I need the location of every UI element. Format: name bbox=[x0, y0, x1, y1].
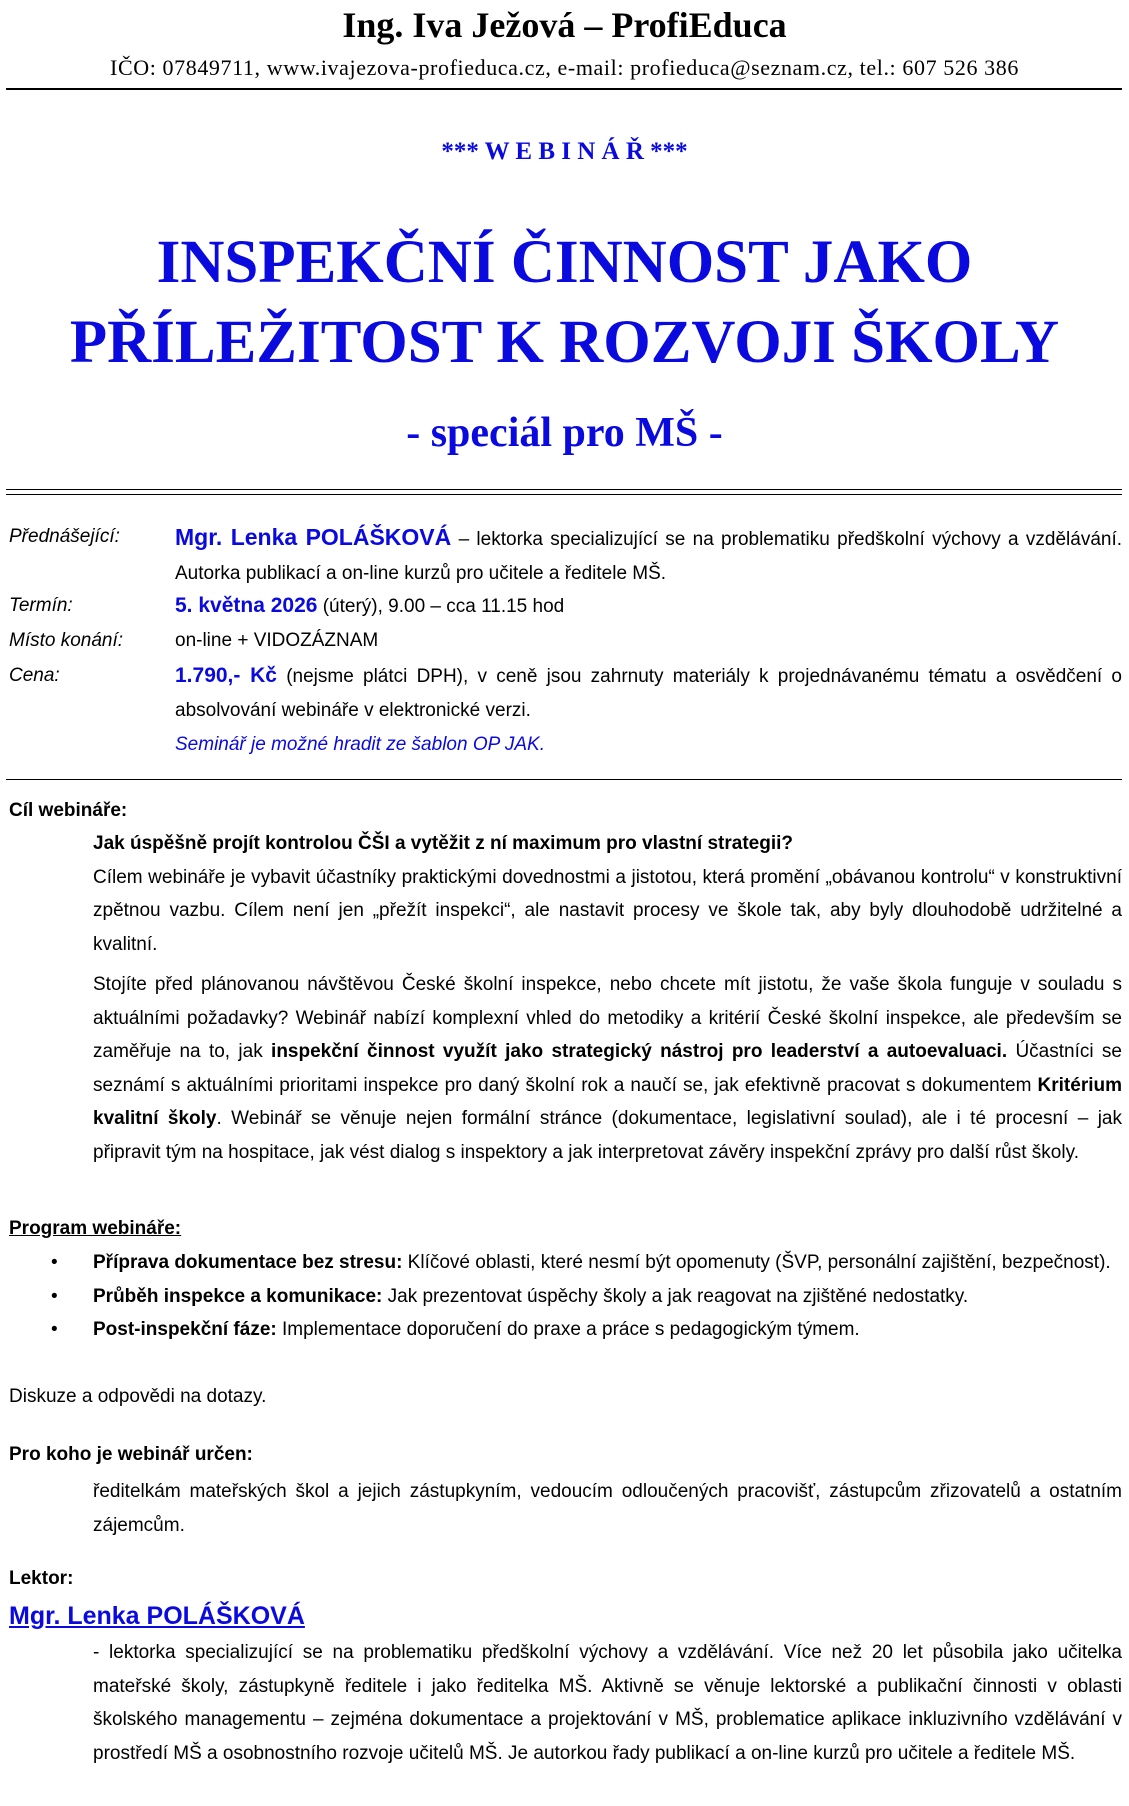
program-list bbox=[0, 1246, 1122, 1347]
program-item-text: Klíčové oblasti, které nesmí být opomenuty (ŠVP, personální zajištění, bezpečnost). bbox=[402, 1252, 1111, 1273]
program-item bbox=[0, 1246, 1122, 1280]
goal-paragraph-1: Cílem webináře je vybavit účastníky praktickými dovednostmi a jistotou, která promění „obávanou kontrolu“ v konstruktivní zpětnou vazbu. Cílem není jen „přežít inspekci“, ale nastavit procesy ve škole tak, aby byly dlouhodobě udržitelné a kvalitní. bbox=[93, 866, 1122, 955]
goal-paragraph-2-emphasis: inspekční činnost využít jako strategický nástroj pro leaderství a autoevaluaci. bbox=[271, 1041, 1008, 1062]
lecturer-description: – lektorka specializující se na problematiku předškolní výchovy a vzdělávání. Autorka publikací a on-line kurzů pro učitele a ředitele MŠ. bbox=[175, 529, 1123, 584]
goal-paragraph-2-document: Kritérium kvalitní školy bbox=[93, 1074, 1122, 1129]
audience-text: ředitelkám mateřských škol a jejich zástupkyním, vedoucím odloučených pracovišť, zástupcům zřizovatelů a ostatním zájemcům. bbox=[93, 1481, 1122, 1536]
header-divider bbox=[6, 88, 1122, 90]
title-line-1: INSPEKČNÍ ČINNOST JAKO bbox=[156, 229, 973, 296]
lector-name: Mgr. Lenka POLÁŠKOVÁ bbox=[9, 1602, 305, 1630]
date-label: Termín: bbox=[9, 595, 73, 616]
goal-paragraph-2-part: Stojíte před plánovanou návštěvou České školní inspekce, nebo chcete mít jistotu, že vaše škola funguje v souladu s aktuálními požadavky? Webinář nabízí komplexní vhled do metodiky a kritérií České školní inspekce, ale především se zaměřuje na to, jak bbox=[93, 974, 1122, 1062]
lecturer-label: Přednášející: bbox=[9, 526, 120, 547]
lector-bio: - lektorka specializující se na problematiku předškolní výchovy a vzdělávání. Více než 20 let působila jako učitelka mateřské školy, zástupkyně ředitele i jako ředitelka MŠ. Aktivně se věnuje lektorské a publikační činnosti v oblasti školského managementu – zejména dokumentace a projektování v MŠ, problematice aplikace inkluzivního vzdělávání v prostředí MŠ a osobnostního rozvoje učitelů MŠ. Je autorkou řady publikací a on-line kurzů pro učitele a ředitele MŠ. bbox=[93, 1642, 1122, 1764]
title-line-2: PŘÍLEŽITOST K ROZVOJI ŠKOLY bbox=[69, 309, 1060, 376]
title-divider-top bbox=[6, 489, 1122, 490]
info-divider bbox=[6, 779, 1122, 780]
bullet-icon: • bbox=[51, 1252, 58, 1273]
program-item-title: Příprava dokumentace bez stresu: bbox=[93, 1252, 403, 1273]
program-item-text: Jak prezentovat úspěchy školy a jak reagovat na zjištěné nedostatky. bbox=[382, 1285, 969, 1307]
title-divider-bottom bbox=[6, 494, 1122, 495]
goal-paragraph-2-part: . Webinář se věnuje nejen formální stránce (dokumentace, legislativní soulad), ale i té procesní – jak připravit tým na hospitace, jak vést dialog s inspektory a jak interpretovat závěry inspekční zprávy pro další růst školy. bbox=[93, 1108, 1122, 1163]
price-info bbox=[175, 659, 1122, 728]
lecturer-info bbox=[175, 520, 1122, 591]
title-subtitle: - speciál pro MŠ - bbox=[406, 410, 723, 456]
bullet-icon: • bbox=[51, 1285, 58, 1307]
organization-name: Ing. Iva Ježová – ProfiEduca bbox=[342, 5, 787, 45]
program-discussion: Diskuze a odpovědi na dotazy. bbox=[9, 1386, 267, 1407]
date-info bbox=[175, 589, 1122, 624]
lector-heading: Lektor: bbox=[9, 1568, 74, 1589]
lecturer-name: Mgr. Lenka POLÁŠKOVÁ bbox=[175, 524, 452, 550]
program-heading: Program webináře: bbox=[9, 1218, 182, 1239]
organization-contact: IČO: 07849711, www.ivajezova-profieduca.cz, e-mail: profieduca@seznam.cz, tel.: 607 526 386 bbox=[110, 55, 1019, 80]
program-item-title: Post-inspekční fáze: bbox=[93, 1319, 277, 1340]
price-rest: (nejsme plátci DPH), v ceně jsou zahrnuty materiály k projednávanému tématu a osvědčení o absolvování webináře v elektronické verzi. bbox=[175, 666, 1122, 721]
program-item bbox=[0, 1313, 1122, 1347]
place-value: on-line + VIDOZÁZNAM bbox=[175, 630, 379, 651]
goal-heading: Cíl webináře: bbox=[9, 800, 128, 821]
price-note: Seminář je možné hradit ze šablon OP JAK. bbox=[175, 734, 545, 755]
program-item-text: Implementace doporučení do praxe a práce s pedagogickým týmem. bbox=[276, 1319, 860, 1340]
price-label: Cena: bbox=[9, 665, 60, 686]
program-item-title: Průběh inspekce a komunikace: bbox=[93, 1285, 383, 1307]
goal-content bbox=[93, 827, 1122, 1169]
goal-question: Jak úspěšně projít kontrolou ČŠI a vytěžit z ní maximum pro vlastní strategii? bbox=[93, 833, 793, 854]
date-value: 5. května 2026 bbox=[175, 594, 318, 617]
goal-paragraph-2 bbox=[93, 968, 1122, 1169]
goal-paragraph-2-part: Účastníci se seznámí s aktuálními prioritami inspekce pro daný školní rok a naučí se, jak efektivně pracovat s dokumentem bbox=[93, 1041, 1123, 1096]
program-item bbox=[0, 1280, 1122, 1314]
bullet-icon: • bbox=[51, 1319, 58, 1340]
audience-heading: Pro koho je webinář určen: bbox=[9, 1444, 253, 1465]
date-rest: (úterý), 9.00 – cca 11.15 hod bbox=[317, 596, 565, 617]
webinar-badge: *** W E B I N Á Ř *** bbox=[441, 138, 688, 165]
price-value: 1.790,- Kč bbox=[175, 664, 277, 687]
place-label: Místo konání: bbox=[9, 630, 124, 651]
